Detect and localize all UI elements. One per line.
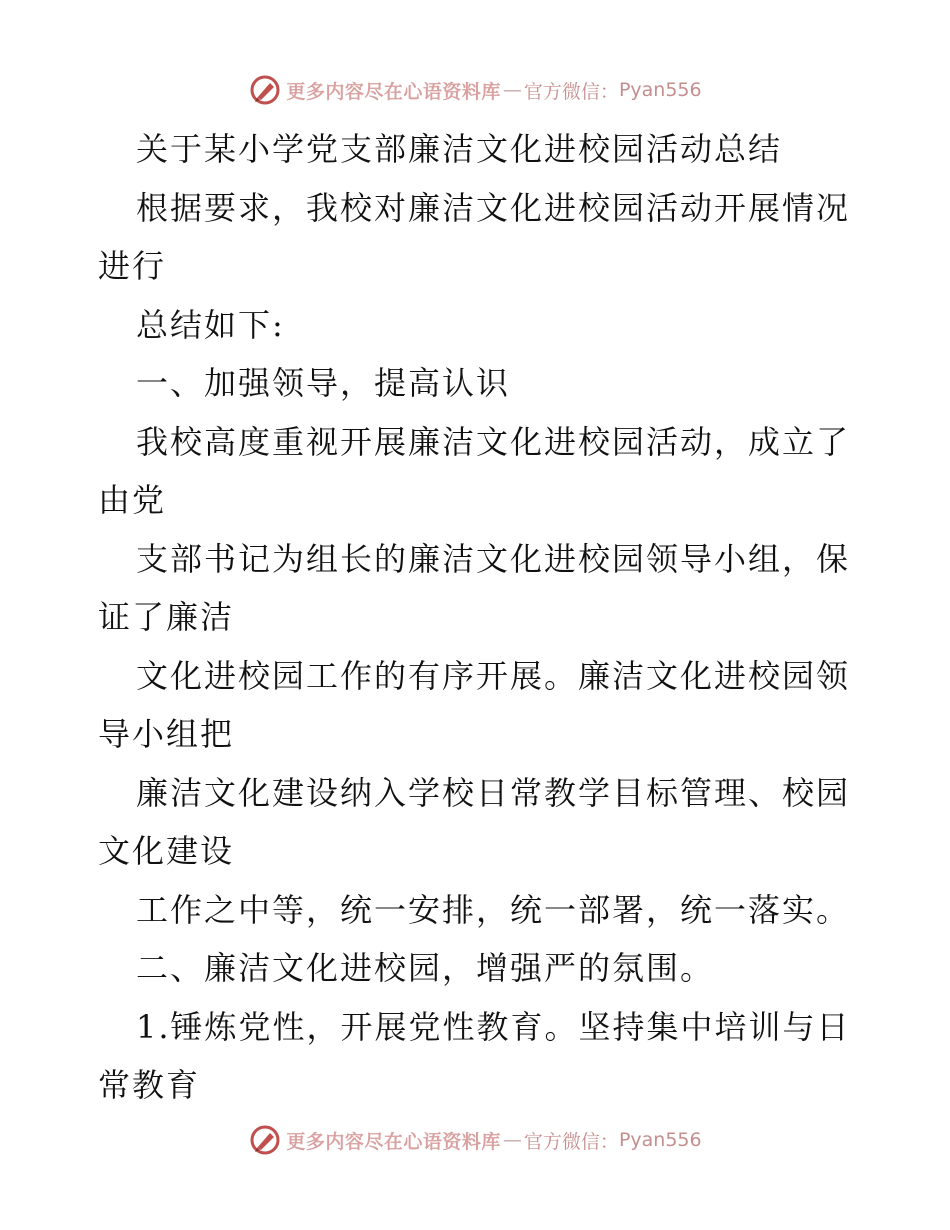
text-line: 常教育 [98,1066,201,1104]
text-line: 文化进校园工作的有序开展。廉洁文化进校园领 [136,656,851,695]
text-line: 二、廉洁文化进校园，增强严的氛围。 [136,949,715,987]
document-body [98,120,858,1115]
text-line: 1.锤炼党性，开展党性教育。坚持集中培训与日 [136,1007,851,1046]
header-watermark [0,70,950,110]
text-line: 我校高度重视开展廉洁文化进校园活动，成立了 [136,422,851,461]
text-line: 证了廉洁 [98,598,235,636]
text-line: 总结如下: [136,305,285,344]
text-line: 一、加强领导，提高认识 [136,364,511,402]
pen-logo-icon [248,1123,282,1157]
text-line: 支部书记为组长的廉洁文化进校园领导小组，保 [136,539,851,578]
text-line: 文化建设 [98,832,235,870]
watermark-separator: — [502,1129,522,1151]
watermark-wechat-id: Pyan556 [618,79,702,101]
text-line: 关于某小学党支部廉洁文化进校园活动总结 [136,130,783,168]
pen-logo-icon [248,73,282,107]
watermark-wechat-label: 官方微信： [523,80,619,103]
text-line: 进行 [98,247,167,285]
text-line: 由党 [98,481,167,519]
text-line: 导小组把 [98,715,235,753]
watermark-text: 更多内容尽在心语资料库 [286,80,501,103]
watermark-wechat-id: Pyan556 [618,1129,702,1151]
watermark-wechat-label: 官方微信： [523,1130,619,1153]
watermark-separator: — [502,79,522,101]
footer-watermark [0,1120,950,1160]
text-line: 工作之中等，统一安排，统一部署，统一落实。 [136,890,851,929]
text-line: 廉洁文化建设纳入学校日常教学目标管理、校园 [136,773,851,812]
watermark-text: 更多内容尽在心语资料库 [286,1130,501,1153]
text-line: 根据要求，我校对廉洁文化进校园活动开展情况 [136,188,851,227]
